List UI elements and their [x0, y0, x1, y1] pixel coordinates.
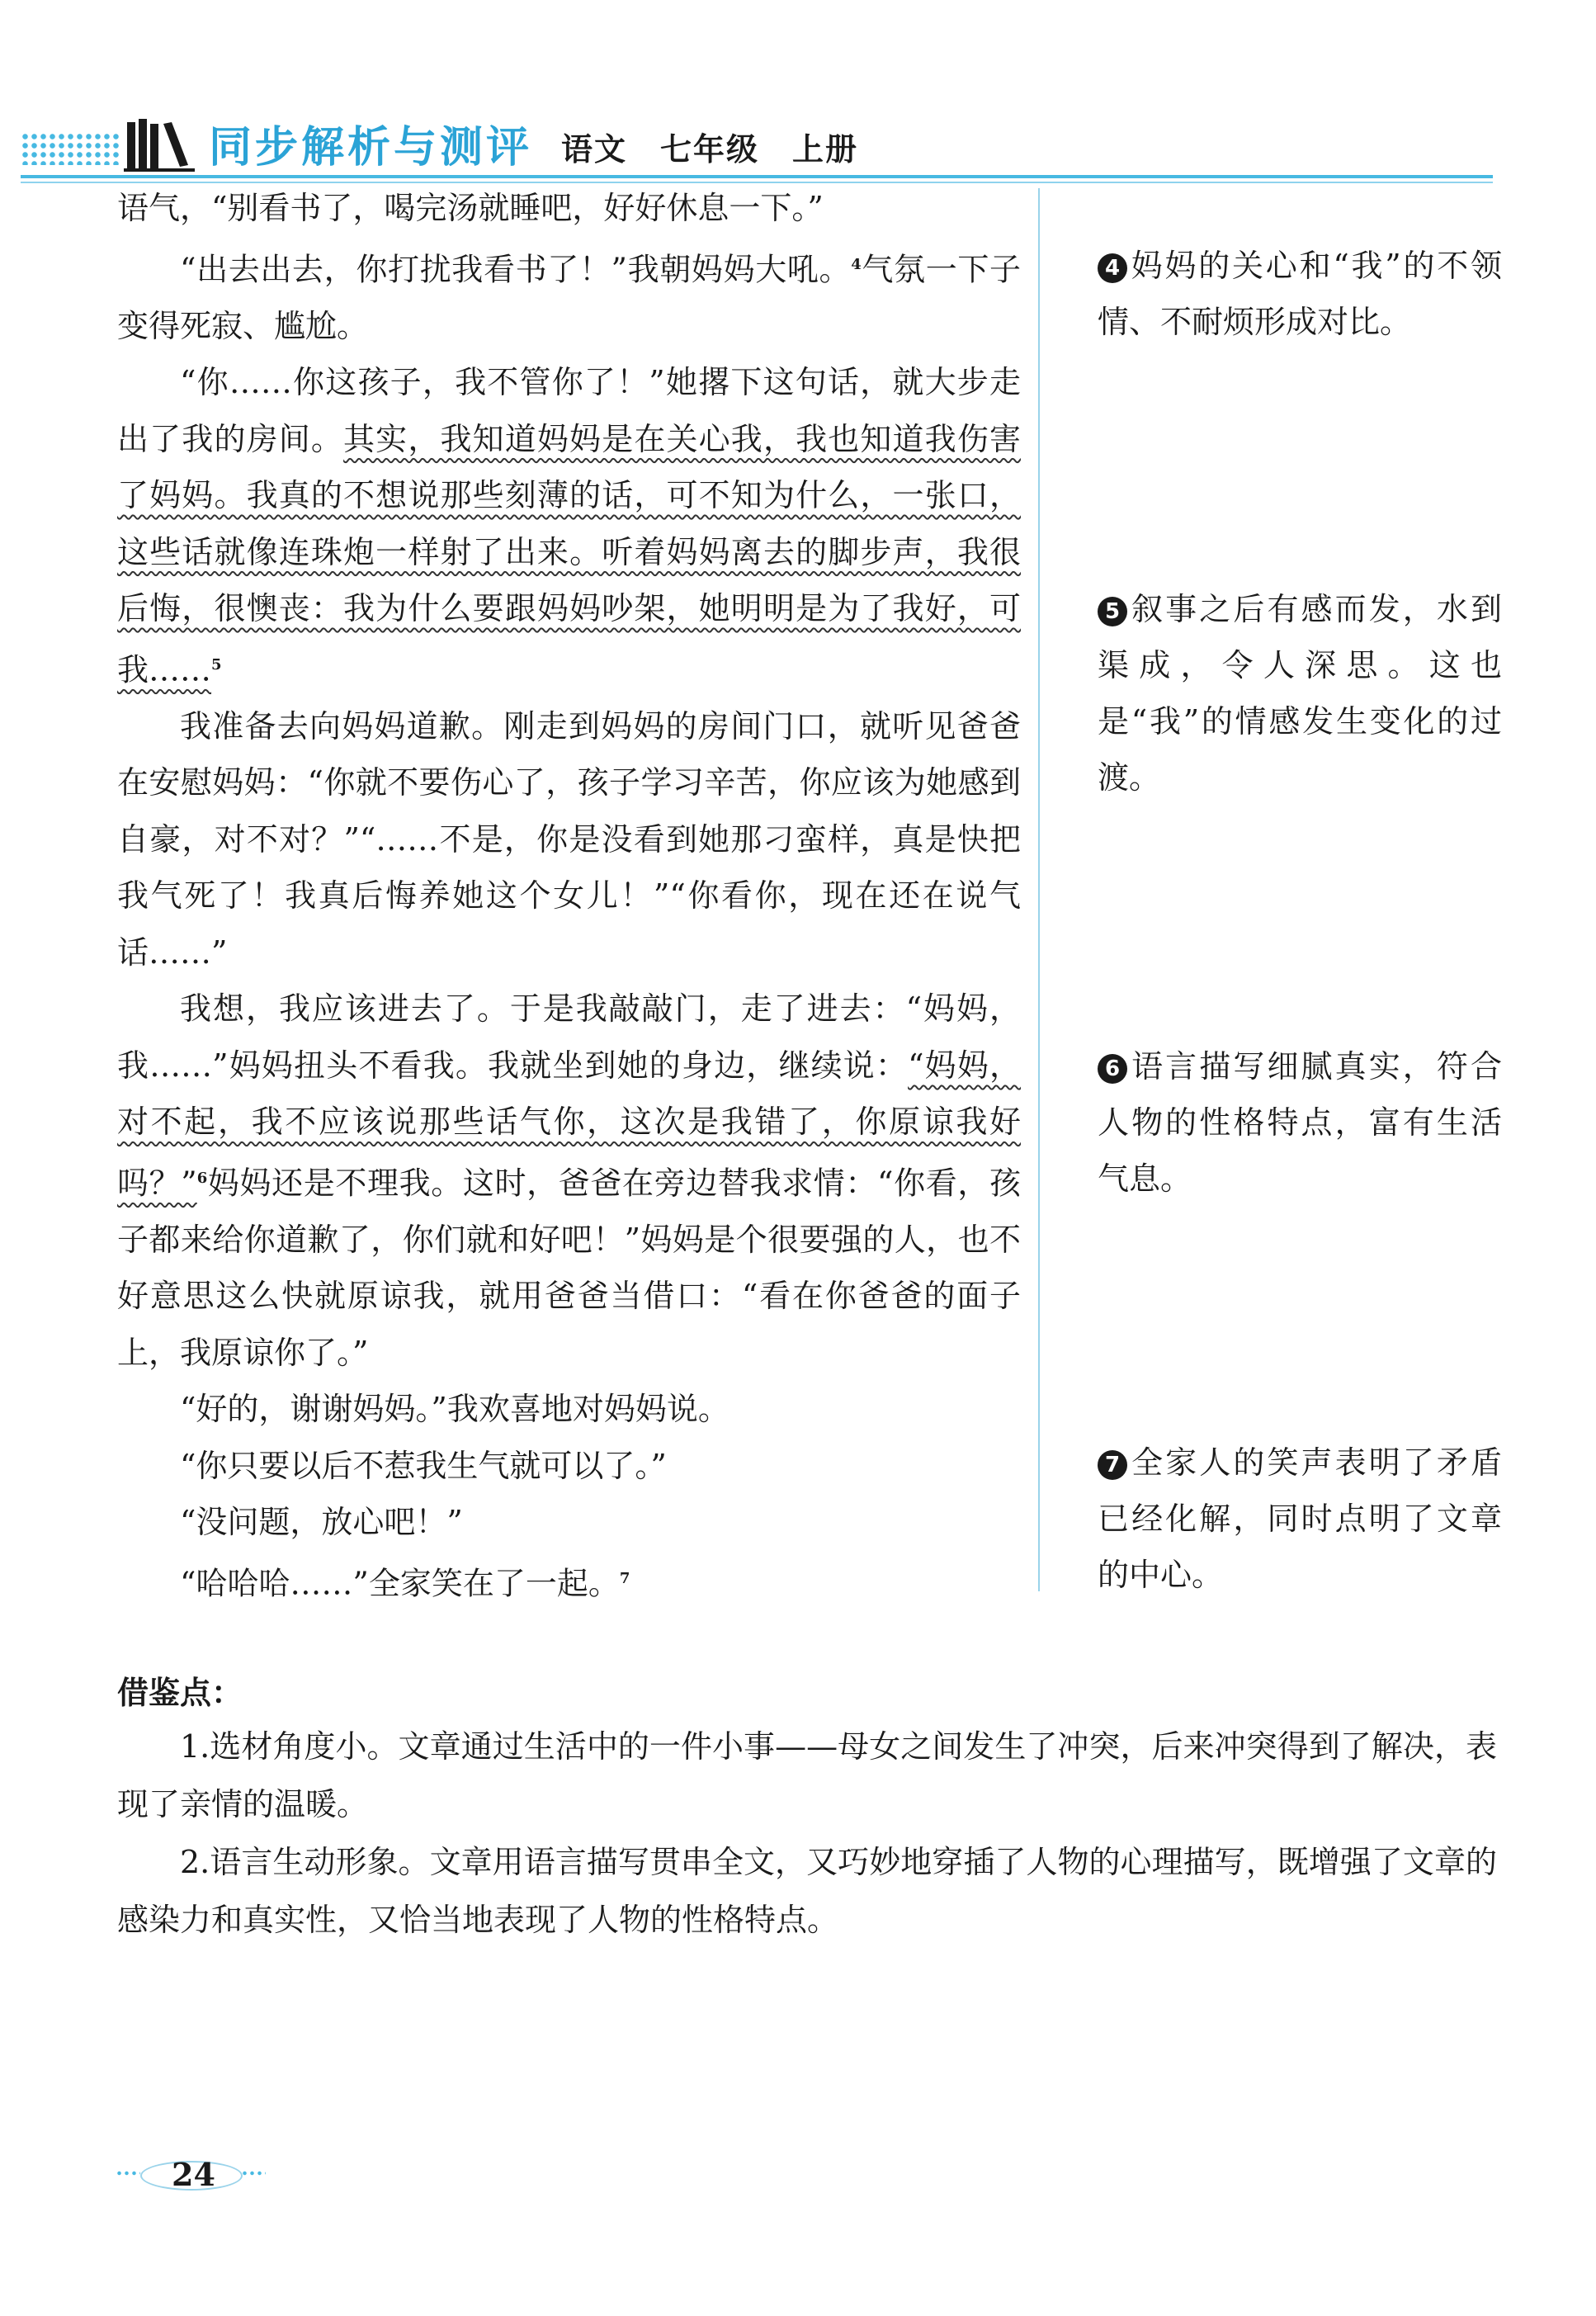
note-text: 妈妈的关心和“我”的不领情、不耐烦形成对比。 — [1098, 248, 1502, 340]
paragraph-text: “好的，谢谢妈妈。”我欢喜地对妈妈说。 — [180, 1391, 730, 1428]
paragraph — [117, 237, 1021, 355]
underlined-text: 其实，我知道妈妈是在关心我，我也知道我伤害了妈妈。我真的不想说那些刻薄的话，可不知为什么，一张口，这些话就像连珠炮一样射了出来。听着妈妈离去的脚步声，我很后悔，很懊丧：我为什么要跟妈妈吵架，她明明是为了我好，可我…… — [117, 420, 1021, 688]
column-divider — [1038, 188, 1040, 1591]
page-number-block — [116, 2154, 264, 2195]
paragraph-text: “你只要以后不惹我生气就可以了。” — [180, 1447, 667, 1484]
lessons-heading: 借鉴点： — [117, 1675, 243, 1711]
header-rule — [21, 175, 1493, 178]
paragraph-text: 我想，我应该进去了。于是我敲敲门，走了进去：“妈妈，我……”妈妈扭头不看我。我就坐到她的身边，继续说： — [117, 990, 1021, 1084]
note-text: 语言描写细腻真实，符合人物的性格特点，富有生活气息。 — [1098, 1048, 1502, 1197]
main-text — [117, 180, 1021, 1612]
paragraph-text: 气氛一下子变得死寂、尴尬。 — [117, 251, 1021, 344]
page-header — [21, 106, 1493, 180]
side-note — [1098, 238, 1502, 350]
paragraph — [117, 1494, 1021, 1551]
paragraph-text: 妈妈还是不理我。这时，爸爸在旁边替我求情：“你看，孩子都来给你道歉了，你们就和好吧！”妈妈是个很要强的人，也不好意思这么快就原谅我，就用爸爸当借口：“看在你爸爸的面子上，我原谅你了。” — [117, 1165, 1021, 1371]
note-number: 4 — [1098, 253, 1127, 283]
paragraph — [117, 1381, 1021, 1438]
decorative-dots — [21, 132, 120, 165]
paragraph-text: 我准备去向妈妈道歉。刚走到妈妈的房间门口，就听见爸爸在安慰妈妈：“你就不要伤心了，孩子学习辛苦，你应该为她感到自豪，对不对？”“……不是，你是没看到她那刁蛮样，真是快把我气死了！我真后悔养她这个女儿！”“你看你，现在还在说气话……” — [117, 707, 1021, 971]
series-title: 同步解析与测评 — [209, 123, 533, 173]
decorative-dots — [241, 2171, 266, 2176]
paragraph — [117, 1551, 1021, 1612]
note-marker: 5 — [211, 655, 222, 674]
paragraph — [117, 981, 1021, 1381]
note-text: 叙事之后有感而发，水到渠成，令人深思。这也是“我”的情感发生变化的过渡。 — [1098, 591, 1502, 796]
paragraph — [117, 354, 1021, 698]
side-note — [1098, 1038, 1502, 1207]
paragraph — [117, 698, 1021, 981]
side-note — [1098, 581, 1502, 806]
underlined-text: “妈妈，对不起，我不应该说那些话气你，这次是我错了，你原谅我好吗？” — [117, 1047, 1021, 1202]
note-number: 5 — [1098, 597, 1127, 626]
paragraph-text: “你……你这孩子，我不管你了！”她撂下这句话，就大步走出了我的房间。 — [117, 364, 1021, 457]
note-marker: 7 — [619, 1569, 630, 1587]
decorative-dots — [116, 2171, 140, 2176]
paragraph — [117, 180, 1021, 237]
note-number: 7 — [1098, 1450, 1127, 1480]
note-marker: 4 — [851, 255, 862, 273]
books-icon — [124, 116, 198, 173]
side-note — [1098, 1435, 1502, 1603]
paragraph-text: “出去出去，你打扰我看书了！”我朝妈妈大吼。 — [180, 251, 852, 288]
paragraph-text: “哈哈哈……”全家笑在了一起。 — [180, 1565, 620, 1602]
paragraph-text: “没问题，放心吧！” — [180, 1504, 463, 1541]
subject-info: 语文 七年级 上册 — [561, 131, 859, 168]
note-text: 全家人的笑声表明了矛盾已经化解，同时点明了文章的中心。 — [1098, 1444, 1502, 1593]
paragraph — [117, 1438, 1021, 1495]
paragraph-text: 语气，“别看书了，喝完汤就睡吧，好好休息一下。” — [117, 190, 824, 226]
note-number: 6 — [1098, 1054, 1127, 1084]
note-marker: 6 — [196, 1169, 208, 1187]
lessons-section — [117, 1667, 1497, 1949]
lesson-item: 2.语言生动形象。文章用语言描写贯串全文，又巧妙地穿插了人物的心理描写，既增强了文章的感染力和真实性，又恰当地表现了人物的性格特点。 — [117, 1844, 1497, 1938]
page-number: 24 — [172, 2156, 215, 2193]
lesson-item: 1.选材角度小。文章通过生活中的一件小事——母女之间发生了冲突，后来冲突得到了解决，表现了亲情的温暖。 — [117, 1728, 1497, 1822]
